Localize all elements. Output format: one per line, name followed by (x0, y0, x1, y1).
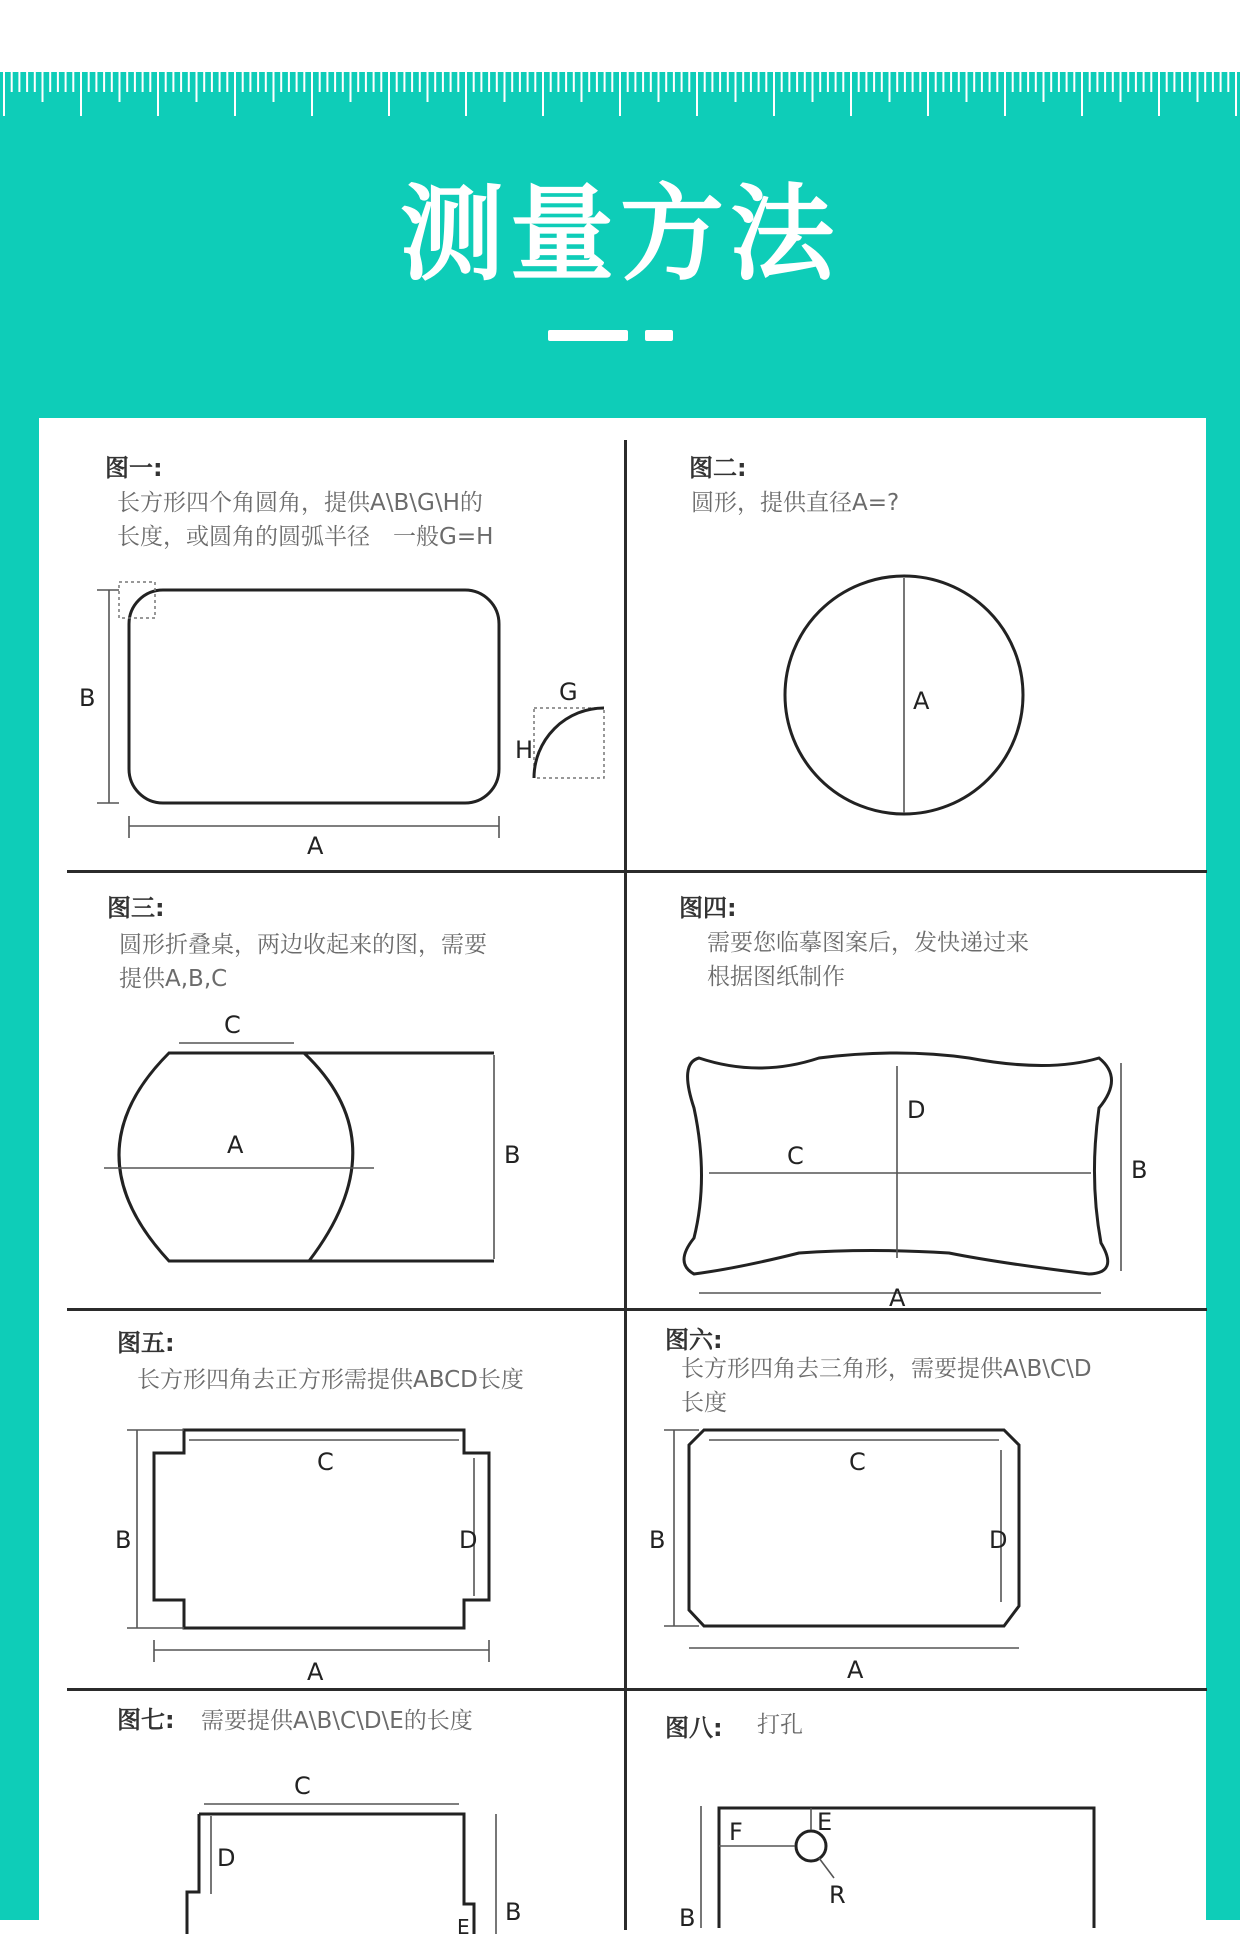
figure-8-desc-line: 打孔 (757, 1712, 803, 1738)
figure-7-desc-line: 需要提供A\B\C\D\E的长度 (201, 1708, 473, 1734)
title-underline (548, 330, 628, 341)
figure-4-diagram (669, 1038, 1189, 1312)
label-e: E (457, 1915, 470, 1934)
figure-8-description (757, 1708, 803, 1742)
page-title: 测量方法 (399, 173, 840, 295)
figure-4-desc-line: 需要您临摹图案后，发快递过来 (707, 930, 1029, 956)
label-b: B (649, 1526, 666, 1554)
figure-7-diagram (99, 1754, 619, 1934)
label-d: D (459, 1526, 478, 1554)
figure-5-desc-line: 长方形四角去正方形需提供ABCD长度 (137, 1367, 524, 1393)
figure-8-diagram (679, 1778, 1149, 1932)
figure-2-desc-line: 圆形，提供直径A=? (691, 490, 900, 516)
figure-4-heading: 图四: (679, 894, 737, 922)
label-a: A (307, 1658, 324, 1686)
label-c: C (787, 1142, 804, 1170)
figure-1-heading: 图一: (105, 454, 163, 482)
figure-6-description (681, 1352, 1092, 1420)
figure-6-desc-line: 长度 (681, 1390, 727, 1416)
label-a: A (889, 1284, 906, 1312)
figure-4-desc-line: 根据图纸制作 (707, 964, 845, 990)
corner-arc (534, 708, 604, 778)
figure-6-desc-line: 长方形四角去三角形，需要提供A\B\C\D (681, 1356, 1092, 1382)
measurement-panel (39, 418, 1206, 1934)
rounded-rectangle (129, 590, 499, 803)
label-a: A (227, 1131, 244, 1159)
label-d: D (989, 1526, 1008, 1554)
figure-3-description (119, 928, 487, 996)
label-e: E (817, 1808, 833, 1836)
figure-2-description (691, 486, 899, 520)
grid-divider-row-3 (67, 1688, 1207, 1691)
figure-3-desc-line: 圆形折叠桌，两边收起来的图，需要 (119, 932, 487, 958)
label-c: C (294, 1772, 311, 1800)
figure-5-description (137, 1363, 524, 1397)
figure-6-heading: 图六: (665, 1326, 723, 1354)
label-a: A (913, 687, 930, 715)
label-b: B (505, 1898, 522, 1926)
figure-1-description (117, 486, 493, 554)
figure-1-desc-line: 长方形四个角圆角，提供A\B\G\H的 (117, 490, 483, 516)
label-b: B (115, 1526, 132, 1554)
label-c: C (317, 1448, 334, 1476)
figure-5-heading: 图五: (117, 1329, 175, 1357)
figure-2-heading: 图二: (689, 454, 747, 482)
notched-shape (187, 1814, 474, 1934)
figure-4-description (707, 926, 1029, 994)
grid-divider-row-2 (67, 1308, 1207, 1311)
label-c: C (224, 1011, 241, 1039)
label-g: G (559, 678, 578, 706)
figure-1-diagram (79, 578, 619, 858)
figure-2-diagram (779, 573, 1029, 823)
label-f: F (729, 1818, 743, 1846)
label-d: D (217, 1844, 236, 1872)
figure-1-desc-line: 长度，或圆角的圆弧半径 一般G=H (117, 524, 494, 550)
label-c: C (849, 1448, 866, 1476)
figure-5-diagram (89, 1418, 609, 1688)
figure-8-heading: 图八: (665, 1714, 723, 1742)
grid-divider-vertical (624, 440, 627, 1930)
label-b: B (1131, 1156, 1148, 1184)
figure-7-description (201, 1704, 473, 1738)
label-a: A (307, 832, 324, 860)
label-h: H (515, 736, 534, 764)
plate-outline (719, 1808, 1094, 1928)
label-r: R (829, 1881, 846, 1909)
figure-3-desc-line: 提供A,B,C (119, 966, 228, 992)
label-a: A (847, 1656, 864, 1684)
figure-6-diagram (649, 1418, 1199, 1688)
label-b: B (679, 1904, 696, 1932)
figure-7-heading: 图七: (117, 1706, 175, 1734)
label-b: B (504, 1141, 521, 1169)
ruler-ticks (0, 72, 1240, 118)
label-d: D (907, 1096, 926, 1124)
label-b: B (79, 684, 96, 712)
title-underline-dot (645, 330, 673, 341)
grid-divider-row-1 (67, 870, 1207, 873)
figure-3-heading: 图三: (107, 894, 165, 922)
figure-3-diagram (99, 1003, 619, 1293)
